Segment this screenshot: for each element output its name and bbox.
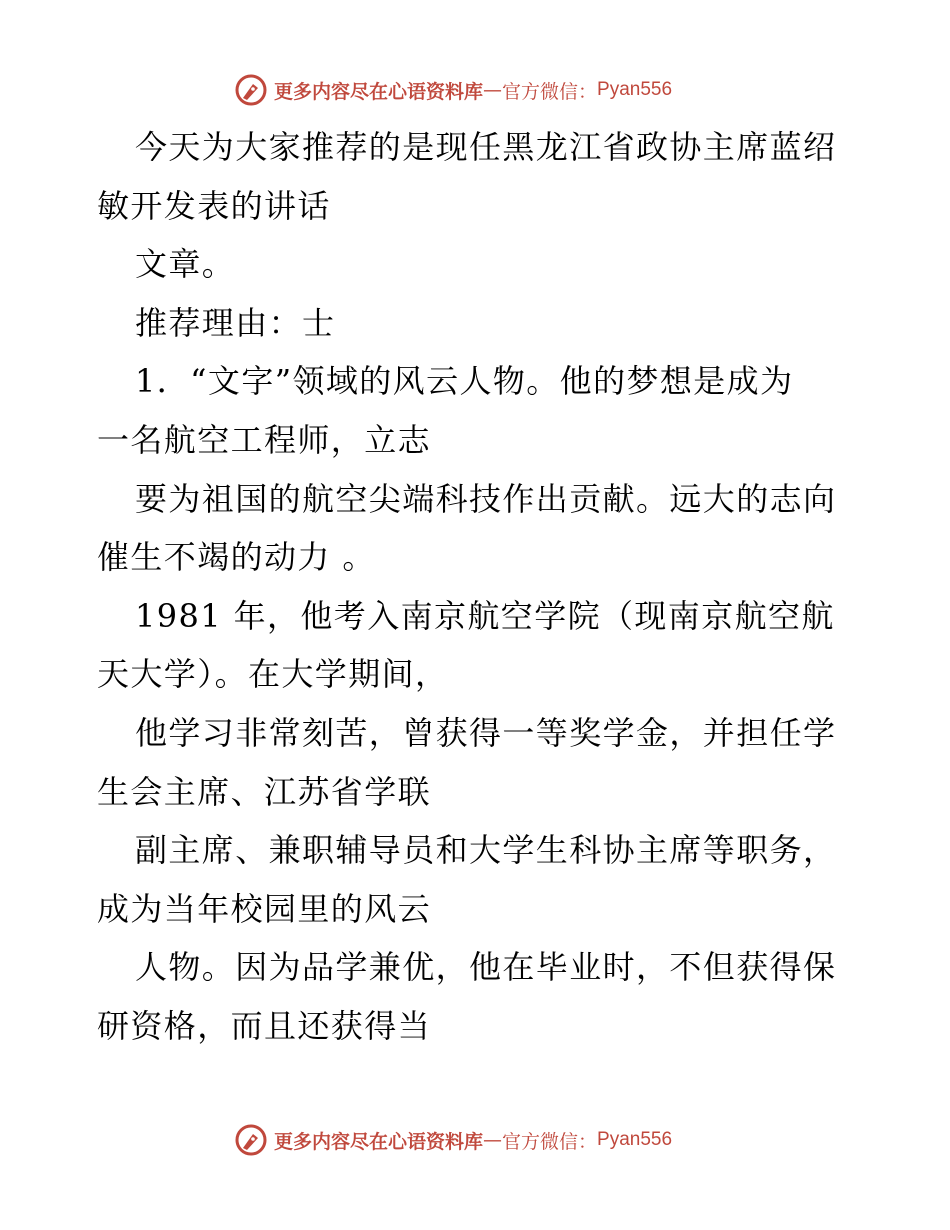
text-line: 文章。 [135, 245, 236, 284]
banner-account-id: Pyan556 [597, 79, 673, 100]
banner-official-label: 官方微信： [502, 80, 598, 103]
text-line: 研资格，而且还获得当 [97, 1006, 432, 1045]
banner-separator: — [483, 79, 503, 101]
pen-nib-circle-icon [234, 73, 268, 107]
text-line: 要为祖国的航空尖端科技作出贡献。远大的志向 [135, 479, 837, 518]
text-line: 人物。因为品学兼优，他在毕业时，不但获得保 [135, 948, 837, 987]
banner-title: 更多内容尽在心语资料库 [274, 1130, 484, 1153]
text-line: 推荐理由：士 [135, 303, 336, 342]
text-line: 催生不竭的动力 。 [97, 538, 376, 577]
text-line: 1981 年，他考入南京航空学院（现南京航空航 [135, 596, 835, 635]
text-line: 天大学）。在大学期间， [97, 655, 449, 694]
text-line: 成为当年校园里的风云 [97, 889, 432, 928]
document-body [97, 118, 857, 1056]
text-line: 他学习非常刻苦，曾获得一等奖学金，并担任学 [135, 713, 837, 752]
banner-official-label: 官方微信： [502, 1130, 598, 1153]
text-line: 1．“文字”领域的风云人物。他的梦想是成为 [135, 362, 794, 401]
text-line: 副主席、兼职辅导员和大学生科协主席等职务， [135, 831, 837, 870]
text-line: 敏开发表的讲话 [97, 186, 331, 225]
footer-banner [234, 1122, 714, 1158]
banner-account-id: Pyan556 [597, 1129, 673, 1150]
banner-title: 更多内容尽在心语资料库 [274, 80, 484, 103]
text-line: 今天为大家推荐的是现任黑龙江省政协主席蓝绍 [135, 128, 837, 166]
text-line: 生会主席、江苏省学联 [97, 772, 432, 811]
pen-nib-circle-icon [234, 1123, 268, 1157]
header-banner [234, 72, 714, 108]
banner-separator: — [483, 1129, 503, 1151]
text-line: 一名航空工程师，立志 [97, 420, 432, 459]
